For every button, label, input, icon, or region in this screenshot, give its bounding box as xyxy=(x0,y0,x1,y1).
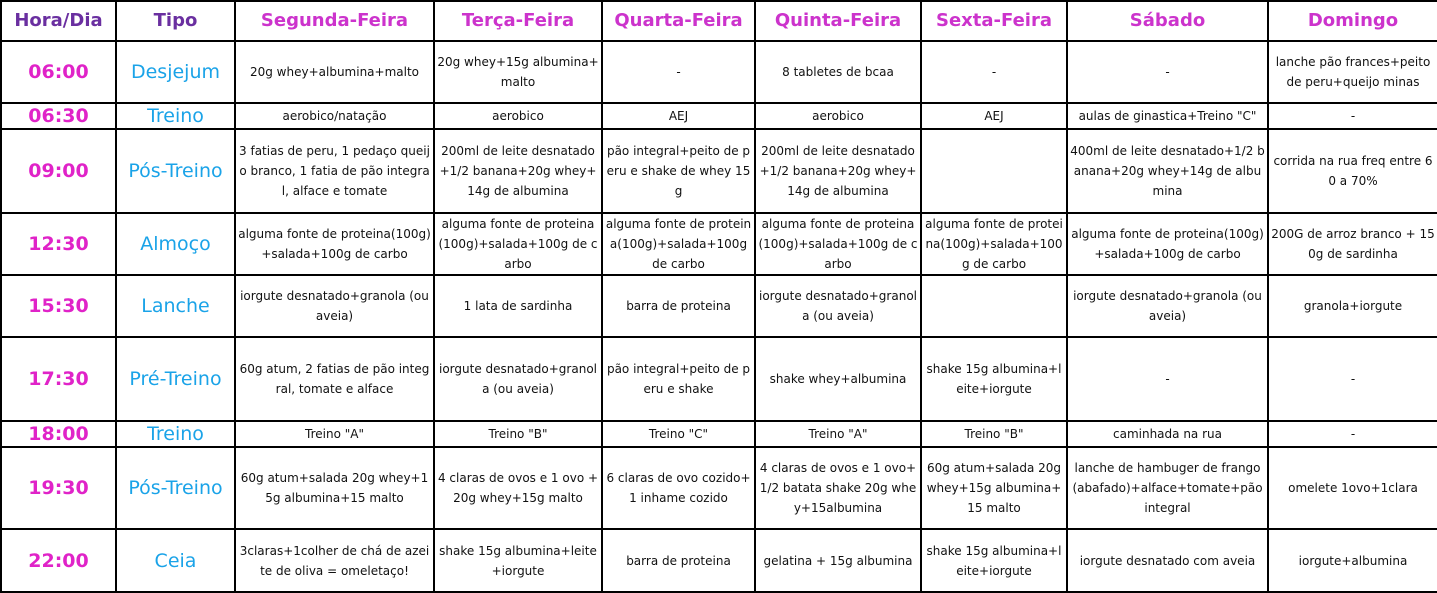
meal-type-cell: Desjejum xyxy=(116,41,235,103)
cell-quinta: 200ml de leite desnatado+1/2 banana+20g whey+14g de albumina xyxy=(755,129,921,213)
header-quinta: Quinta-Feira xyxy=(755,1,921,41)
cell-quarta: AEJ xyxy=(602,103,755,129)
cell-quinta: iorgute desnatado+granola (ou aveia) xyxy=(755,275,921,337)
table-row xyxy=(1,421,1437,447)
cell-sexta: - xyxy=(921,41,1067,103)
cell-quarta: barra de proteina xyxy=(602,529,755,592)
cell-terca: shake 15g albumina+leite+iorgute xyxy=(434,529,602,592)
cell-sexta: 60g atum+salada 20g whey+15g albumina+15 malto xyxy=(921,447,1067,529)
header-terca: Terça-Feira xyxy=(434,1,602,41)
cell-domingo: lanche pão frances+peito de peru+queijo minas xyxy=(1268,41,1437,103)
cell-terca: alguma fonte de proteina(100g)+salada+100g de carbo xyxy=(434,213,602,275)
cell-domingo: - xyxy=(1268,337,1437,421)
meal-type-cell: Pré-Treino xyxy=(116,337,235,421)
time-cell: 06:00 xyxy=(1,41,116,103)
table-row xyxy=(1,337,1437,421)
cell-domingo: corrida na rua freq entre 60 a 70% xyxy=(1268,129,1437,213)
cell-segunda: 60g atum+salada 20g whey+15g albumina+15 malto xyxy=(235,447,434,529)
table-row xyxy=(1,447,1437,529)
cell-quinta: alguma fonte de proteina(100g)+salada+100g de carbo xyxy=(755,213,921,275)
cell-sabado: iorgute desnatado com aveia xyxy=(1067,529,1268,592)
cell-sexta: alguma fonte de proteina(100g)+salada+100g de carbo xyxy=(921,213,1067,275)
meal-type-cell: Almoço xyxy=(116,213,235,275)
header-row xyxy=(1,1,1437,41)
time-cell: 12:30 xyxy=(1,213,116,275)
cell-quarta: 6 claras de ovo cozido+1 inhame cozido xyxy=(602,447,755,529)
cell-domingo: iorgute+albumina xyxy=(1268,529,1437,592)
cell-domingo: - xyxy=(1268,421,1437,447)
cell-segunda: aerobico/natação xyxy=(235,103,434,129)
meal-type-cell: Treino xyxy=(116,421,235,447)
cell-sabado: lanche de hambuger de frango(abafado)+alface+tomate+pão integral xyxy=(1067,447,1268,529)
table-row xyxy=(1,213,1437,275)
cell-sabado: - xyxy=(1067,41,1268,103)
cell-terca: 1 lata de sardinha xyxy=(434,275,602,337)
cell-sabado: alguma fonte de proteina(100g)+salada+100g de carbo xyxy=(1067,213,1268,275)
cell-sexta xyxy=(921,129,1067,213)
time-cell: 06:30 xyxy=(1,103,116,129)
cell-quarta: pão integral+peito de peru e shake xyxy=(602,337,755,421)
cell-sexta: Treino "B" xyxy=(921,421,1067,447)
header-sabado: Sábado xyxy=(1067,1,1268,41)
cell-domingo: granola+iorgute xyxy=(1268,275,1437,337)
cell-terca: 4 claras de ovos e 1 ovo + 20g whey+15g malto xyxy=(434,447,602,529)
cell-sabado: caminhada na rua xyxy=(1067,421,1268,447)
cell-quinta: gelatina + 15g albumina xyxy=(755,529,921,592)
cell-quinta: 8 tabletes de bcaa xyxy=(755,41,921,103)
table-row xyxy=(1,41,1437,103)
cell-terca: 20g whey+15g albumina+malto xyxy=(434,41,602,103)
cell-terca: iorgute desnatado+granola (ou aveia) xyxy=(434,337,602,421)
cell-quarta: barra de proteina xyxy=(602,275,755,337)
header-segunda: Segunda-Feira xyxy=(235,1,434,41)
header-tipo: Tipo xyxy=(116,1,235,41)
cell-terca: aerobico xyxy=(434,103,602,129)
header-domingo: Domingo xyxy=(1268,1,1437,41)
header-quarta: Quarta-Feira xyxy=(602,1,755,41)
cell-terca: 200ml de leite desnatado+1/2 banana+20g whey+14g de albumina xyxy=(434,129,602,213)
cell-sexta: shake 15g albumina+leite+iorgute xyxy=(921,337,1067,421)
cell-domingo: 200G de arroz branco + 150g de sardinha xyxy=(1268,213,1437,275)
time-cell: 19:30 xyxy=(1,447,116,529)
cell-sexta: shake 15g albumina+leite+iorgute xyxy=(921,529,1067,592)
time-cell: 09:00 xyxy=(1,129,116,213)
cell-sabado: - xyxy=(1067,337,1268,421)
cell-terca: Treino "B" xyxy=(434,421,602,447)
meal-type-cell: Lanche xyxy=(116,275,235,337)
meal-type-cell: Ceia xyxy=(116,529,235,592)
cell-quarta: pão integral+peito de peru e shake de whey 15g xyxy=(602,129,755,213)
cell-sexta xyxy=(921,275,1067,337)
table-row xyxy=(1,103,1437,129)
cell-quarta: Treino "C" xyxy=(602,421,755,447)
cell-quinta: shake whey+albumina xyxy=(755,337,921,421)
time-cell: 15:30 xyxy=(1,275,116,337)
cell-quinta: 4 claras de ovos e 1 ovo+1/2 batata shake 20g whey+15albumina xyxy=(755,447,921,529)
cell-sabado: iorgute desnatado+granola (ou aveia) xyxy=(1067,275,1268,337)
cell-domingo: - xyxy=(1268,103,1437,129)
meal-type-cell: Pós-Treino xyxy=(116,447,235,529)
meal-type-cell: Treino xyxy=(116,103,235,129)
cell-segunda: 3claras+1colher de chá de azeite de oliva = omeletaço! xyxy=(235,529,434,592)
cell-segunda: Treino "A" xyxy=(235,421,434,447)
cell-quinta: Treino "A" xyxy=(755,421,921,447)
cell-sabado: 400ml de leite desnatado+1/2 banana+20g whey+14g de albumina xyxy=(1067,129,1268,213)
cell-segunda: 60g atum, 2 fatias de pão integral, tomate e alface xyxy=(235,337,434,421)
cell-domingo: omelete 1ovo+1clara xyxy=(1268,447,1437,529)
cell-segunda: iorgute desnatado+granola (ou aveia) xyxy=(235,275,434,337)
table-row xyxy=(1,129,1437,213)
time-cell: 17:30 xyxy=(1,337,116,421)
header-sexta: Sexta-Feira xyxy=(921,1,1067,41)
meal-type-cell: Pós-Treino xyxy=(116,129,235,213)
table-row xyxy=(1,275,1437,337)
cell-quinta: aerobico xyxy=(755,103,921,129)
cell-segunda: 3 fatias de peru, 1 pedaço queijo branco, 1 fatia de pão integral, alface e tomate xyxy=(235,129,434,213)
cell-sexta: AEJ xyxy=(921,103,1067,129)
cell-quarta: alguma fonte de proteina(100g)+salada+100g de carbo xyxy=(602,213,755,275)
time-cell: 22:00 xyxy=(1,529,116,592)
header-hora-dia: Hora/Dia xyxy=(1,1,116,41)
cell-segunda: alguma fonte de proteina(100g)+salada+100g de carbo xyxy=(235,213,434,275)
cell-sabado: aulas de ginastica+Treino "C" xyxy=(1067,103,1268,129)
time-cell: 18:00 xyxy=(1,421,116,447)
cell-quarta: - xyxy=(602,41,755,103)
cell-segunda: 20g whey+albumina+malto xyxy=(235,41,434,103)
table-row xyxy=(1,529,1437,592)
